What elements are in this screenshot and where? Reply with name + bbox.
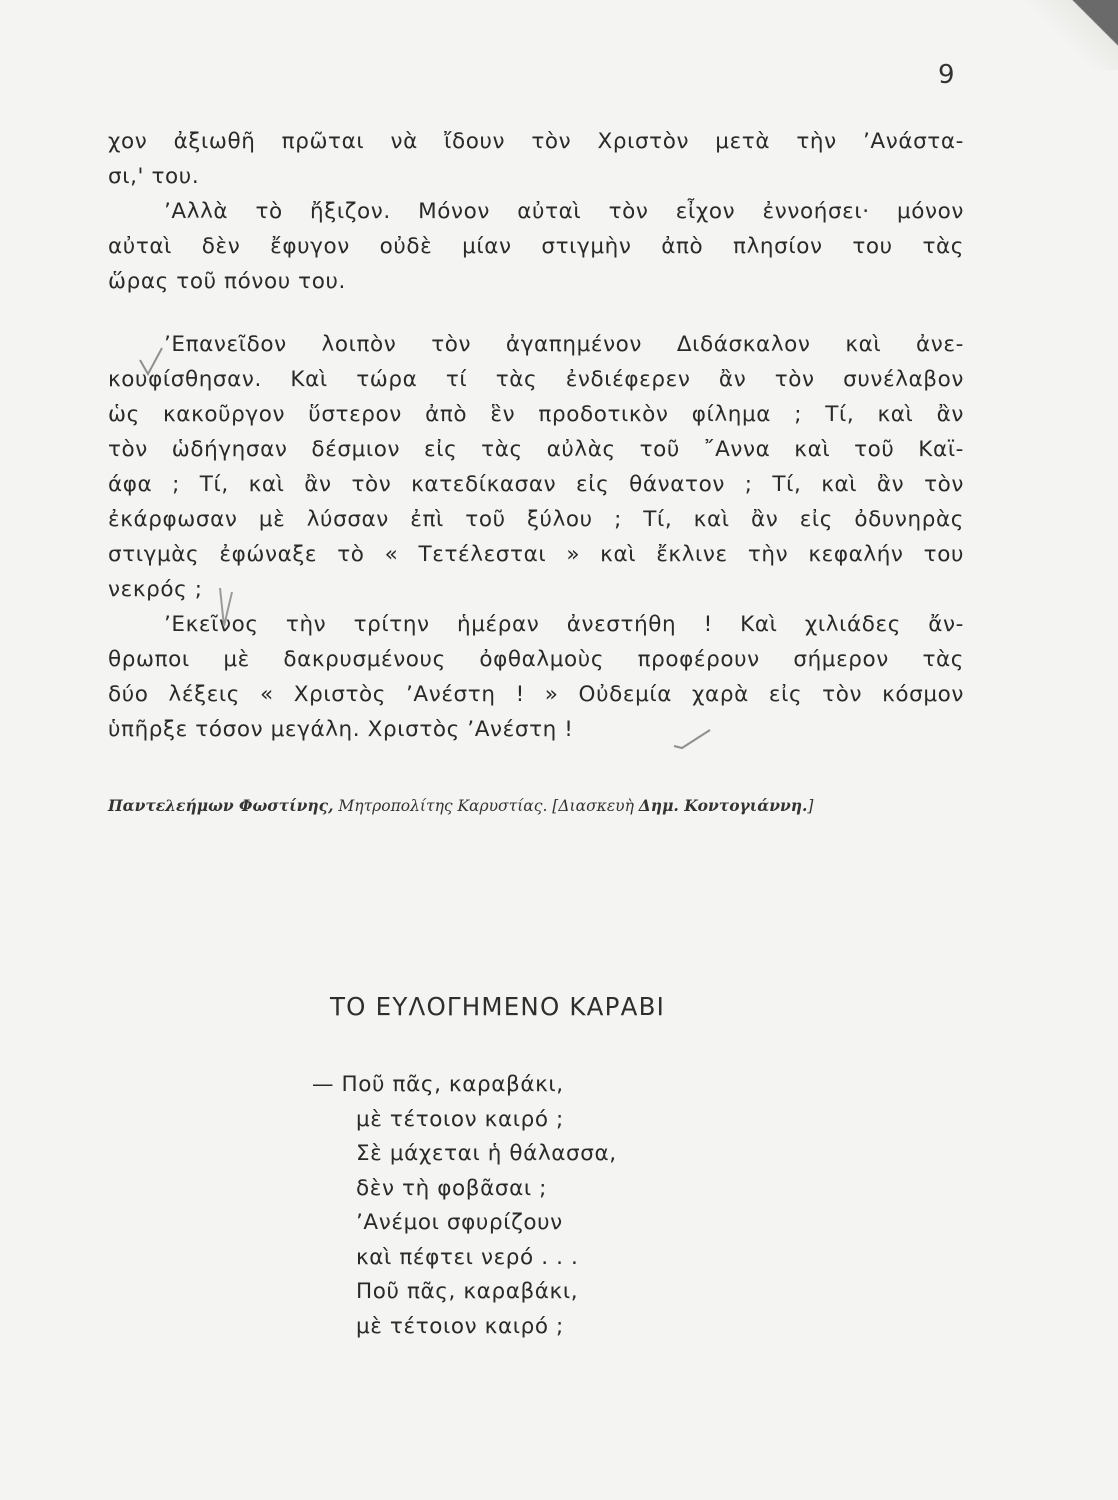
text-line: ἐκάρφωσαν μὲ λύσσαν ἐπὶ τοῦ ξύλου ; Τί, καὶ ἂν εἰς ὀδυνηρὰς: [108, 507, 964, 532]
author-role: Μητροπολίτης Καρυστίας. [Διασκευὴ: [333, 797, 639, 815]
adapter-name: Δημ. Κοντογιάννη.: [638, 796, 808, 815]
poem-body: [312, 1068, 617, 1344]
page-number: 9: [938, 60, 955, 90]
text-line: αὐταὶ δὲν ἔφυγον οὐδὲ μίαν στιγμὴν ἀπὸ πλησίον του τὰς: [108, 234, 964, 259]
text-line: ’Επανεῖδον λοιπὸν τὸν ἀγαπημένον Διδάσκαλον καὶ ἀνε-: [164, 332, 964, 357]
poem-title: ΤΟ ΕΥΛΟΓΗΜΕΝΟ ΚΑΡΑΒΙ: [330, 992, 666, 1021]
paragraph-3: [108, 327, 964, 607]
text-line: νεκρός ;: [108, 577, 203, 602]
poem-line: ’Ανέμοι σφυρίζουν: [356, 1210, 563, 1235]
page-corner-fold: [1028, 0, 1118, 70]
text-line: άφα ; Τί, καὶ ἂν τὸν κατεδίκασαν εἰς θάνατον ; Τί, καὶ ἂν τὸν: [108, 472, 964, 497]
attribution-close: ]: [807, 797, 814, 815]
check-mark-icon: [138, 346, 164, 376]
text-line: ὡς κακοῦργον ὕστερον ἀπὸ ἓν προδοτικὸν φίλημα ; Τί, καὶ ἂν: [108, 402, 964, 427]
poem-line: καὶ πέφτει νερό . . .: [356, 1244, 579, 1270]
check-mark-icon: [214, 582, 236, 628]
paragraph-2: [108, 194, 964, 299]
text-line: τὸν ὡδήγησαν δέσμιον εἰς τὰς αὐλὰς τοῦ ῎Αννα καὶ τοῦ Καϊ-: [108, 437, 964, 462]
text-line: ὥρας τοῦ πόνου του.: [108, 269, 346, 294]
author-name: Παντελεήμων Φωστίνης,: [108, 796, 334, 815]
text-line: σι,' του.: [108, 164, 200, 189]
poem-line: μὲ τέτοιον καιρό ;: [356, 1106, 564, 1132]
text-line: στιγμὰς ἐφώναξε τὸ « Τετέλεσται » καὶ ἔκλινε τὴν κεφαλήν του: [108, 542, 964, 567]
poem-line: Σὲ μάχεται ἡ θάλασσα,: [356, 1141, 617, 1166]
paragraph-4: [108, 607, 964, 747]
poem-line: Ποῦ πᾶς, καραβάκι,: [356, 1279, 579, 1304]
poem-line: δὲν τὴ φοβᾶσαι ;: [356, 1175, 548, 1201]
text-line: θρωποι μὲ δακρυσμένους ὀφθαλμοὺς προφέρουν σήμερον τὰς: [108, 647, 964, 672]
text-line: κουφίσθησαν. Καὶ τώρα τί τὰς ἐνδιέφερεν ἂν τὸν συνέλαβον: [108, 367, 964, 392]
paragraph-1: [108, 124, 964, 194]
poem-line: — Ποῦ πᾶς, καραβάκι,: [312, 1072, 564, 1097]
poem-line: μὲ τέτοιον καιρό ;: [356, 1313, 564, 1339]
attribution: [108, 796, 964, 815]
text-line: δύο λέξεις « Χριστὸς ’Ανέστη ! » Οὐδεμία χαρὰ εἰς τὸν κόσμον: [108, 682, 964, 707]
text-line: χον ἀξιωθῆ πρῶται νὰ ἴδουν τὸν Χριστὸν μετὰ τὴν ’Ανάστα-: [108, 129, 964, 154]
text-line: ’Εκεῖνος τὴν τρίτην ἡμέραν ἀνεστήθη ! Καὶ χιλιάδες ἄν-: [164, 612, 964, 637]
prose-body: [108, 124, 964, 747]
text-line: ’Αλλὰ τὸ ἤξιζον. Μόνον αὐταὶ τὸν εἶχον ἐννοήσει· μόνον: [164, 199, 964, 224]
text-line: ὑπῆρξε τόσον μεγάλη. Χριστὸς ’Ανέστη !: [108, 717, 574, 742]
check-mark-icon: [672, 728, 712, 750]
